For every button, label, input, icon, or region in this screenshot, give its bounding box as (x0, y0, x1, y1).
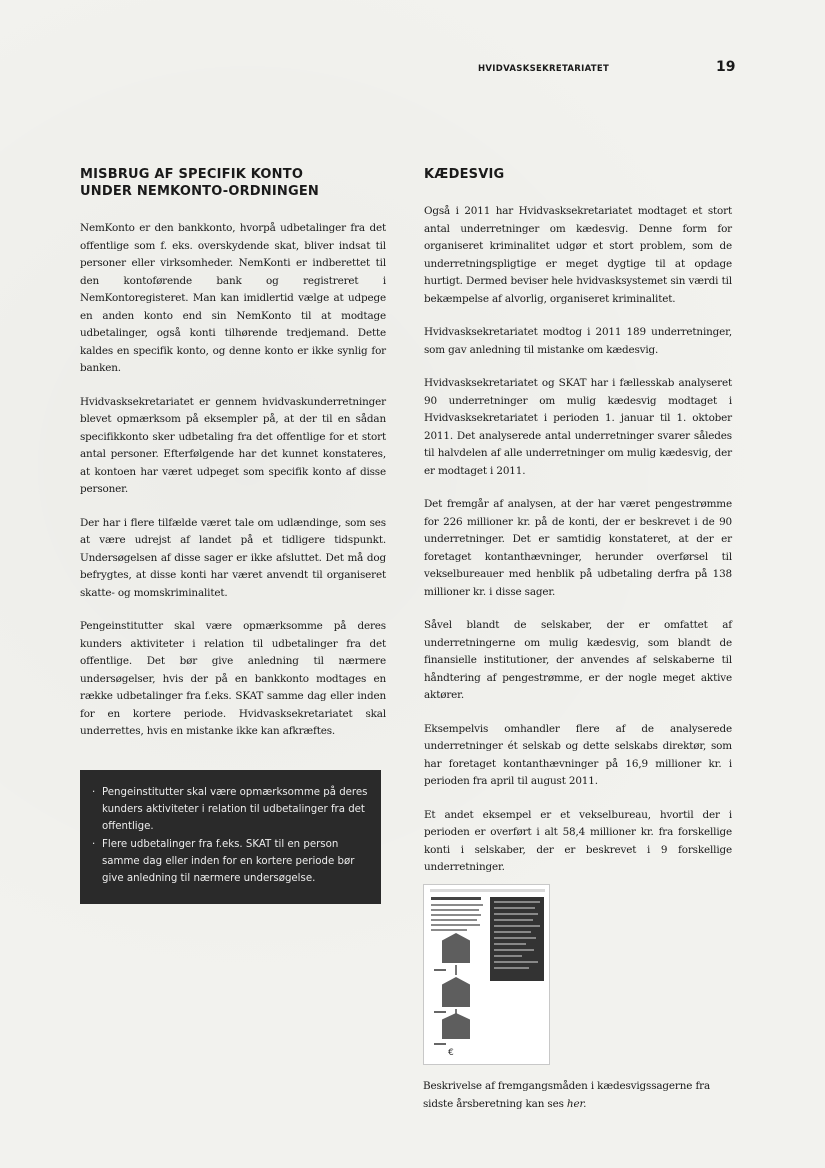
company-shape-icon (442, 1013, 470, 1039)
callout-bullet: · Flere udbetalinger fra f.eks. SKAT til en person samme dag eller inden for en kortere periode bør give anledning til nærmere undersøgelse. (92, 836, 371, 888)
paragraph: Såvel blandt de selskaber, der er omfattet af underretningerne om mulig kædesvig, som blandt de finansielle institutioner, der anvendes af selskaberne til håndtering af pengestrømme, er der nogle meget aktive aktører. (424, 619, 732, 701)
paragraph: Pengeinstitutter skal være opmærksomme på deres kunders aktiviteter i relation til udbetalinger fra det offentlige. Det bør give anledning til nærmere undersøgelser, hvis der på en bankkonto modtages en række udbetalinger fra f.eks. SKAT samme dag eller inden for en kortere periode. Hvidvasksekretariatet skal underrettes, hvis en mistanke ikke kan afkræftes. (80, 620, 386, 737)
left-column (80, 166, 386, 757)
section-heading-kaedesvig: KÆDESVIG (424, 167, 505, 182)
paragraph: NemKonto er den bankkonto, hvorpå udbetalinger fra det offentlige som f. eks. overskydende skat, bliver indsat til personer eller virksomheder. NemKonti er indberettet til den kontoførende bank og registreret i NemKontoregisteret. Man kan imidlertid vælge at udpege en anden konto end sin NemKonto til at modtage udbetalinger, også konti tilhørende tredjemand. Dette kaldes en specifik konto, og denne konto er ikke synlig for banken. (80, 222, 386, 374)
euro-icon: € (448, 1048, 454, 1058)
thumbnail-title-bar (431, 897, 481, 900)
thumbnail-label (434, 1043, 446, 1045)
paragraph: Der har i flere tilfælde været tale om udlændinge, som ses at være udrejst af landet på et tidligere tidspunkt. Undersøgelsen af disse sager er ikke afsluttet. Det må dog befrygtes, at disse konti har været anvendt til organiseret skatte- og momskriminalitet. (80, 516, 386, 599)
paragraph: Det fremgår af analysen, at der har været pengestrømme for 226 millioner kr. på de konti, der er beskrevet i de 90 underretninger. Det er samtidig konstateret, at der er foretaget kontanthævninger, herunder overførsel til vekselbureauer med henblik på udbetaling derfra på 138 millioner kr. i disse sager. (424, 498, 732, 598)
paragraph: Eksempelvis omhandler flere af de analyserede underretninger ét selskab og dette selskabs direktør, som har foretaget kontanthævninger på 16,9 millioner kr. i perioden fra april til august 2011. (424, 722, 732, 787)
thumbnail-caption (423, 1078, 733, 1113)
running-title: HVIDVASKSEKRETARIATET (478, 64, 610, 74)
thumbnail-label (434, 969, 446, 971)
page-number: 19 (716, 59, 736, 75)
thumbnail-topbar (430, 889, 545, 892)
caption-text: Beskrivelse af fremgangsmåden i kædesvigssagerne fra sidste årsberetning kan ses (423, 1080, 710, 1110)
company-shape-icon (442, 977, 470, 1007)
company-shape-icon (442, 933, 470, 963)
heading-line-2: UNDER NEMKONTO-ORDNINGEN (80, 184, 319, 199)
flow-arrow-icon (455, 965, 457, 975)
paragraph: Også i 2011 har Hvidvasksekretariatet modtaget et stort antal underretninger om kædesvig. Denne form for organiseret kriminalitet udgør et stort problem, som de underretningspligtige er meget dygtige til at opdage hurtigt. Dermed beviser hele hvidvasksystemet sin værdi til bekæmpelse af alvorlig, organiseret kriminalitet. (424, 205, 732, 305)
summary-callout-box (80, 770, 381, 904)
previous-report-thumbnail[interactable] (423, 884, 550, 1065)
thumbnail-text-lines (431, 904, 483, 934)
heading-line-1: MISBRUG AF SPECIFIK KONTO (80, 167, 304, 182)
paragraph: Hvidvasksekretariatet er gennem hvidvaskunderretninger blevet opmærksom på eksempler på, at der til en sådan specifikkonto sker udbetaling fra det offentlige for et stort antal personer. Efterfølgende har det kunnet konstateres, at kontoen har været udpeget som specifik konto af disse personer. (80, 395, 386, 495)
paragraph: Et andet eksempel er et vekselbureau, hvortil der i perioden er overført i alt 58,4 millioner kr. fra forskellige konti i selskaber, der er beskrevet i 9 forskellige underretninger. (424, 808, 732, 873)
caption-link[interactable]: her. (566, 1097, 587, 1110)
section-heading-specifik-konto (80, 166, 386, 200)
thumbnail-dark-lines (494, 901, 540, 973)
paragraph: Hvidvasksekretariatet modtog i 2011 189 underretninger, som gav anledning til mistanke om kædesvig. (424, 326, 732, 356)
thumbnail-label (434, 1011, 446, 1013)
callout-list (92, 784, 371, 887)
right-column (424, 166, 732, 893)
paragraph: Hvidvasksekretariatet og SKAT har i fællesskab analyseret 90 underretninger om mulig kædesvig modtaget i Hvidvasksekretariatet i perioden 1. januar til 1. oktober 2011. Det analyserede antal underretninger svarer således til halvdelen af alle underretninger om mulig kædesvig, der er modtaget i 2011. (424, 377, 732, 477)
callout-bullet: · Pengeinstitutter skal være opmærksomme på deres kunders aktiviteter i relation til udbetalinger fra det offentlige. (92, 784, 371, 836)
